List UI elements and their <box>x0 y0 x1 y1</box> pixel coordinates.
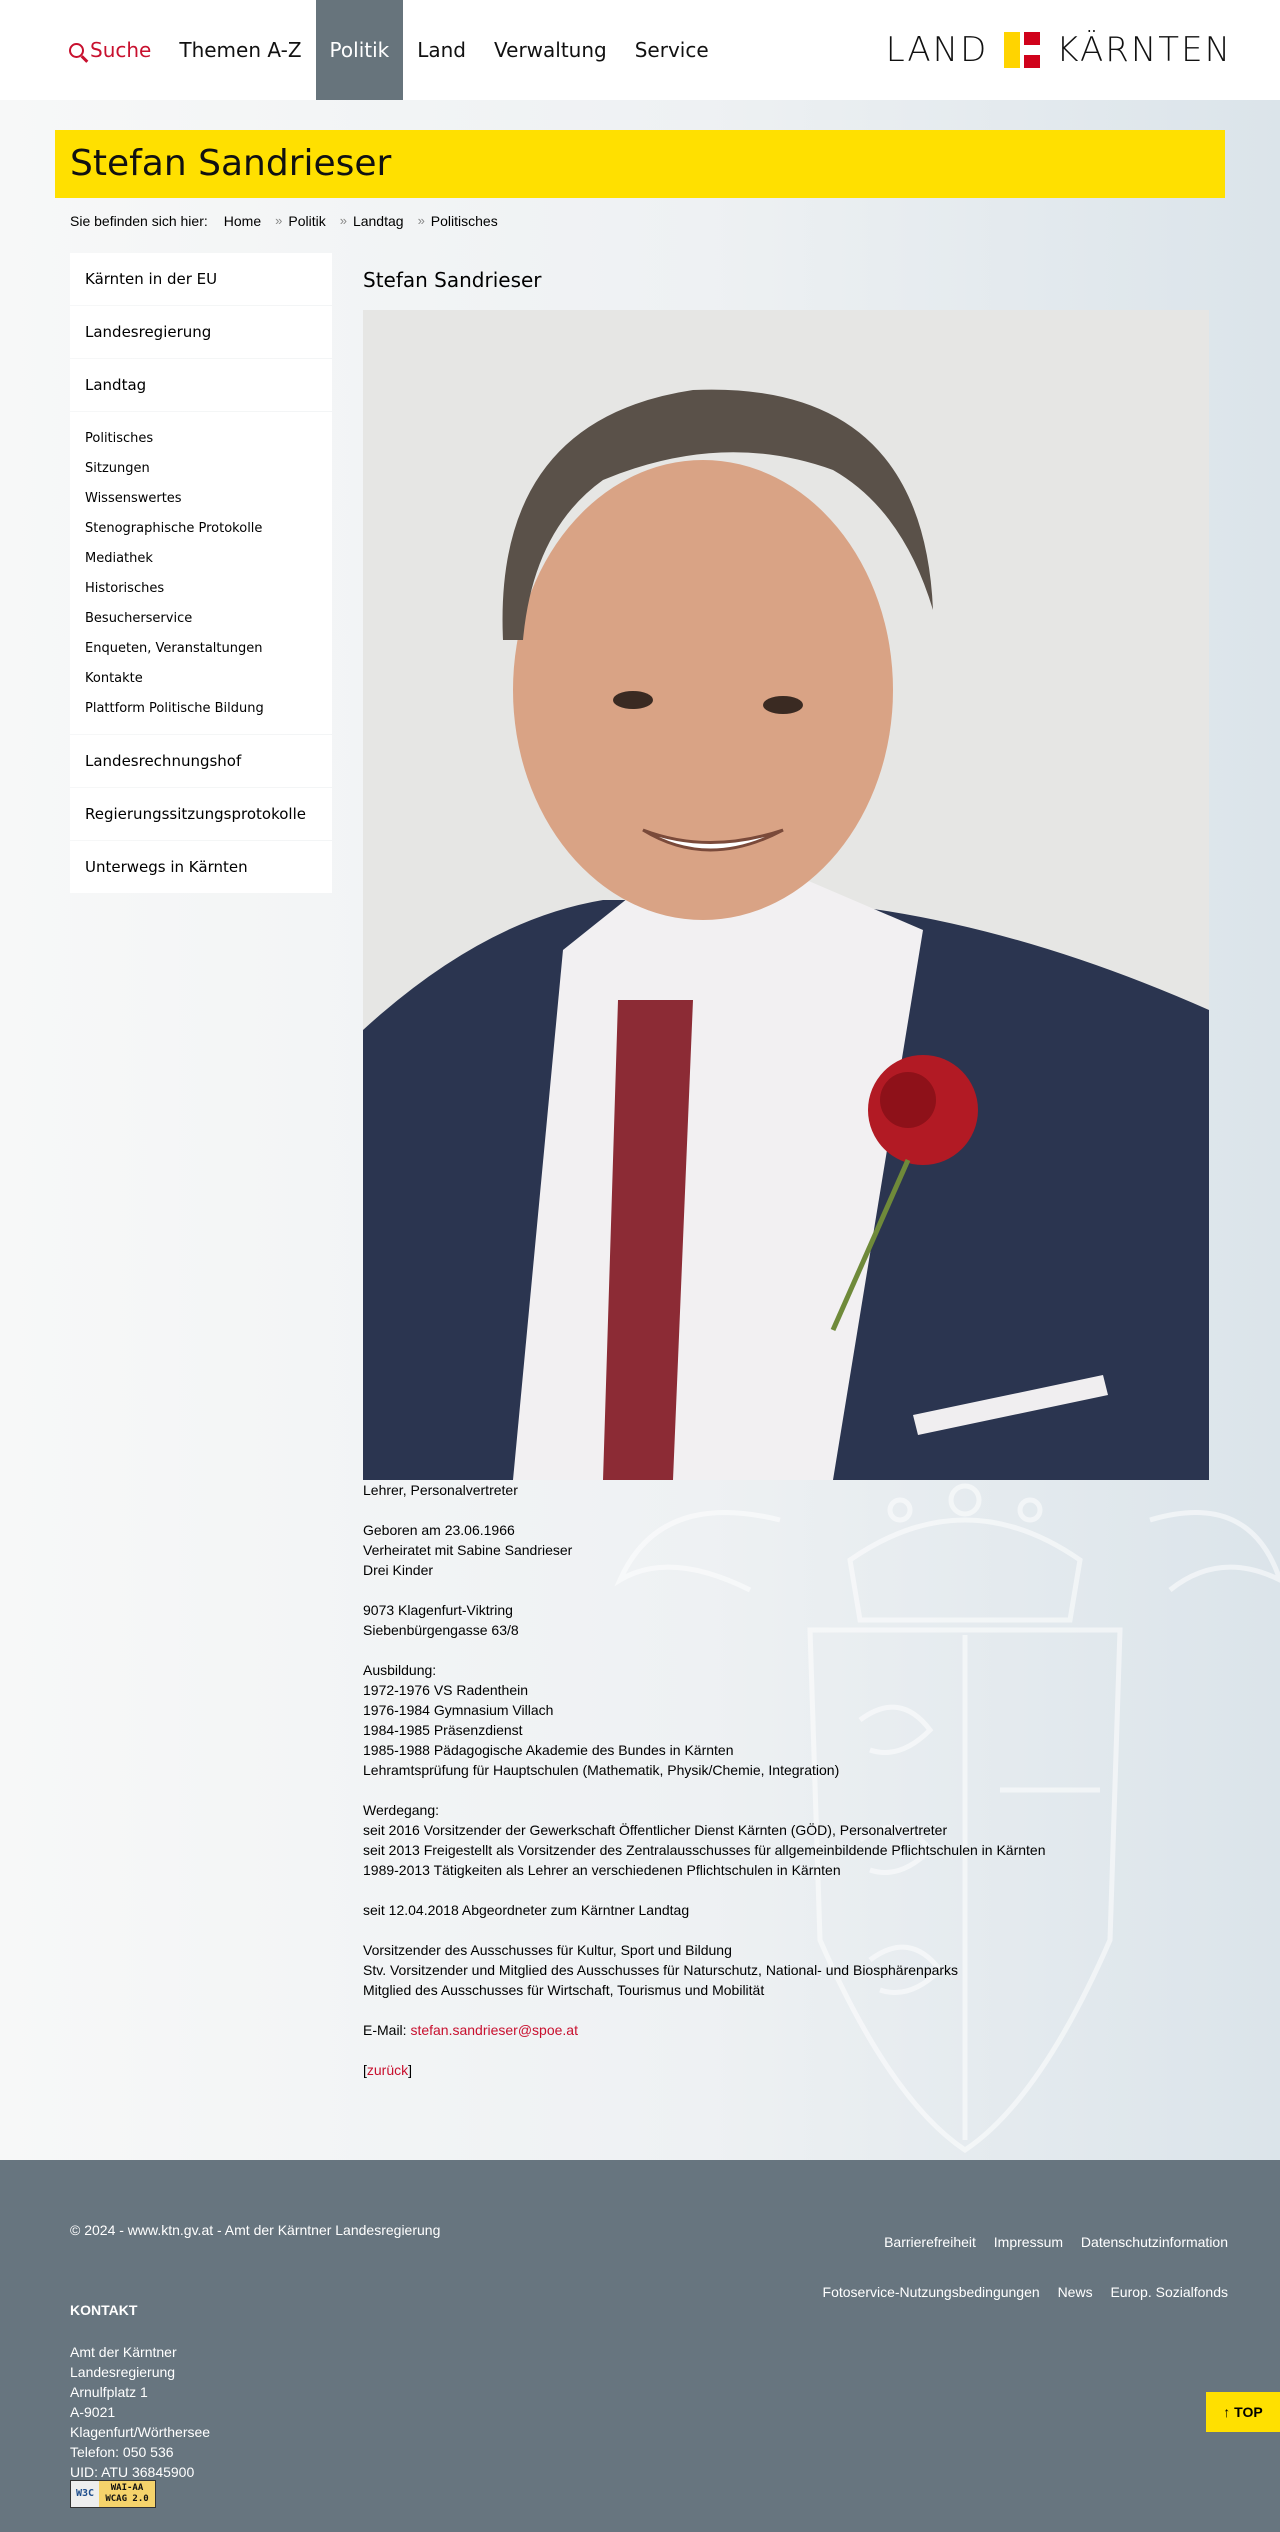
education-item: 1976-1984 Gymnasium Villach <box>363 1702 554 1718</box>
sidebar-subitem-mediathek[interactable]: Mediathek <box>85 551 153 566</box>
education-item: Lehramtsprüfung für Hauptschulen (Mathematik, Physik/Chemie, Integration) <box>363 1762 840 1778</box>
breadcrumb-home[interactable]: Home <box>223 213 262 229</box>
nav-search-label: Suche <box>90 38 152 62</box>
page-title: Stefan Sandrieser <box>70 143 392 184</box>
sidebar-item-eu[interactable]: Kärnten in der EU <box>70 253 332 305</box>
footer-link-sozialfonds[interactable]: Europ. Sozialfonds <box>1110 2284 1228 2300</box>
wcag-line2: WCAG 2.0 <box>105 2494 149 2504</box>
breadcrumb-separator-icon: » <box>417 213 425 228</box>
personal-block <box>363 1520 1223 1580</box>
back-bracket-close: ] <box>408 2062 413 2078</box>
search-icon <box>69 43 84 58</box>
profession: Lehrer, Personalvertreter <box>363 1482 518 1498</box>
sidebar-item-landesregierung[interactable]: Landesregierung <box>70 306 332 358</box>
nav-themen[interactable]: Themen A-Z <box>179 38 302 62</box>
back-link[interactable]: zurück <box>366 2062 409 2078</box>
membership-block <box>363 1900 1223 1920</box>
back-block <box>363 2060 1223 2080</box>
committees-block <box>363 1940 1223 2000</box>
nav-search[interactable] <box>55 0 165 100</box>
breadcrumb-politisches[interactable]: Politisches <box>430 213 498 229</box>
sidebar-subitem-kontakte[interactable]: Kontakte <box>85 671 143 686</box>
career-item: seit 2013 Freigestellt als Vorsitzender des Zentralausschusses für allgemeinbildende Pflichtschulen in Kärnten <box>363 1842 1046 1858</box>
contact-line: Telefon: 050 536 <box>70 2444 174 2460</box>
education-title: Ausbildung: <box>363 1662 437 1678</box>
content-heading: Stefan Sandrieser <box>363 268 542 292</box>
nav-politik[interactable]: Politik <box>316 0 404 100</box>
marital-status: Verheiratet mit Sabine Sandrieser <box>363 1542 573 1558</box>
footer <box>0 2160 1280 2532</box>
land-kaernten-logo[interactable] <box>886 30 1232 70</box>
sidebar-item-landesrechnungshof[interactable]: Landesrechnungshof <box>70 735 332 787</box>
logo-mark-icon <box>1004 32 1040 68</box>
education-item: 1985-1988 Pädagogische Akademie des Bundes in Kärnten <box>363 1742 734 1758</box>
wcag-badge-icon[interactable] <box>70 2480 156 2508</box>
contact-line: Amt der Kärntner <box>70 2344 177 2360</box>
birth-date: Geboren am 23.06.1966 <box>363 1522 515 1538</box>
footer-link-fotoservice[interactable]: Fotoservice-Nutzungsbedingungen <box>822 2284 1040 2300</box>
sidebar-subitem-sitzungen[interactable]: Sitzungen <box>85 461 150 476</box>
sidebar <box>70 253 332 894</box>
committee-item: Vorsitzender des Ausschusses für Kultur, Sport und Bildung <box>363 1942 732 1958</box>
contact-line: Arnulfplatz 1 <box>70 2384 148 2400</box>
address-street: Siebenbürgengasse 63/8 <box>363 1622 519 1638</box>
breadcrumb-separator-icon: » <box>275 213 283 228</box>
nav-land[interactable]: Land <box>417 38 467 62</box>
footer-link-news[interactable]: News <box>1057 2284 1093 2300</box>
sidebar-subitem-protokolle[interactable]: Stenographische Protokolle <box>85 521 263 536</box>
contact-line: Landesregierung <box>70 2364 176 2380</box>
career-item: 1989-2013 Tätigkeiten als Lehrer an verschiedenen Pflichtschulen in Kärnten <box>363 1862 841 1878</box>
contact-line: A-9021 <box>70 2404 116 2420</box>
footer-contact-title: KONTAKT <box>70 2302 138 2318</box>
contact-line: UID: ATU 36845900 <box>70 2464 195 2480</box>
footer-link-impressum[interactable]: Impressum <box>993 2234 1064 2250</box>
nav-service[interactable]: Service <box>634 38 709 62</box>
breadcrumb-landtag[interactable]: Landtag <box>352 213 404 229</box>
sidebar-subitem-plattform[interactable]: Plattform Politische Bildung <box>85 701 264 716</box>
sidebar-subitem-wissenswertes[interactable]: Wissenswertes <box>85 491 182 506</box>
email-link[interactable]: stefan.sandrieser@spoe.at <box>410 2022 578 2038</box>
top-navigation <box>0 0 1280 100</box>
sidebar-item-landtag[interactable]: Landtag <box>70 359 332 411</box>
email-label: E-Mail: <box>363 2022 411 2038</box>
breadcrumb-separator-icon: » <box>339 213 347 228</box>
committee-item: Mitglied des Ausschusses für Wirtschaft, Tourismus und Mobilität <box>363 1982 765 1998</box>
sidebar-subitem-enqueten[interactable]: Enqueten, Veranstaltungen <box>85 641 263 656</box>
page-banner <box>55 130 1225 198</box>
logo-text-left: LAND <box>885 30 989 70</box>
sidebar-submenu <box>70 412 332 734</box>
nav-verwaltung[interactable]: Verwaltung <box>494 38 607 62</box>
back-bracket-open: [ <box>363 2062 367 2078</box>
membership: seit 12.04.2018 Abgeordneter zum Kärntner Landtag <box>363 1902 690 1918</box>
career-item: seit 2016 Vorsitzender der Gewerkschaft Öffentlicher Dienst Kärnten (GÖD), Personalvertreter <box>363 1822 948 1838</box>
breadcrumb <box>70 213 512 229</box>
sidebar-subitem-politisches[interactable]: Politisches <box>85 431 154 446</box>
footer-link-datenschutz[interactable]: Datenschutzinformation <box>1080 2234 1228 2250</box>
footer-copyright: © 2024 - www.ktn.gv.at - Amt der Kärntner Landesregierung <box>70 2222 441 2238</box>
career-block <box>363 1800 1223 1880</box>
children: Drei Kinder <box>363 1562 434 1578</box>
logo-text-right: KÄRNTEN <box>1056 30 1232 70</box>
committee-item: Stv. Vorsitzender und Mitglied des Ausschusses für Naturschutz, National- und Biosphärenparks <box>363 1962 959 1978</box>
footer-links <box>788 2222 1228 2322</box>
education-block <box>363 1660 1223 1780</box>
career-title: Werdegang: <box>363 1802 440 1818</box>
footer-link-barrierefreiheit[interactable]: Barrierefreiheit <box>884 2234 976 2250</box>
education-item: 1972-1976 VS Radenthein <box>363 1682 529 1698</box>
education-item: 1984-1985 Präsenzdienst <box>363 1722 523 1738</box>
wcag-level <box>99 2481 155 2507</box>
sidebar-subitem-besucherservice[interactable]: Besucherservice <box>85 611 193 626</box>
contact-line: Klagenfurt/Wörthersee <box>70 2424 211 2440</box>
main-nav <box>55 0 723 100</box>
profession-block <box>363 1480 1223 1500</box>
sidebar-item-regierungssitzungsprotokolle[interactable]: Regierungssitzungsprotokolle <box>70 788 332 840</box>
address-city: 9073 Klagenfurt-Viktring <box>363 1602 513 1618</box>
email-block <box>363 2020 1223 2040</box>
sidebar-item-unterwegs[interactable]: Unterwegs in Kärnten <box>70 841 332 893</box>
breadcrumb-label: Sie befinden sich hier: <box>70 213 208 229</box>
profile-details <box>363 1480 1223 2100</box>
breadcrumb-politik[interactable]: Politik <box>288 213 326 229</box>
back-to-top-button[interactable]: ↑ TOP <box>1206 2392 1280 2432</box>
address-block <box>363 1600 1223 1640</box>
w3c-label: W3C <box>71 2481 99 2507</box>
portrait-photo <box>363 310 1209 1480</box>
main-content <box>363 260 1223 310</box>
wcag-line1: WAI-AA <box>110 2483 144 2493</box>
footer-contact-address <box>70 2342 210 2482</box>
sidebar-subitem-historisches[interactable]: Historisches <box>85 581 165 596</box>
